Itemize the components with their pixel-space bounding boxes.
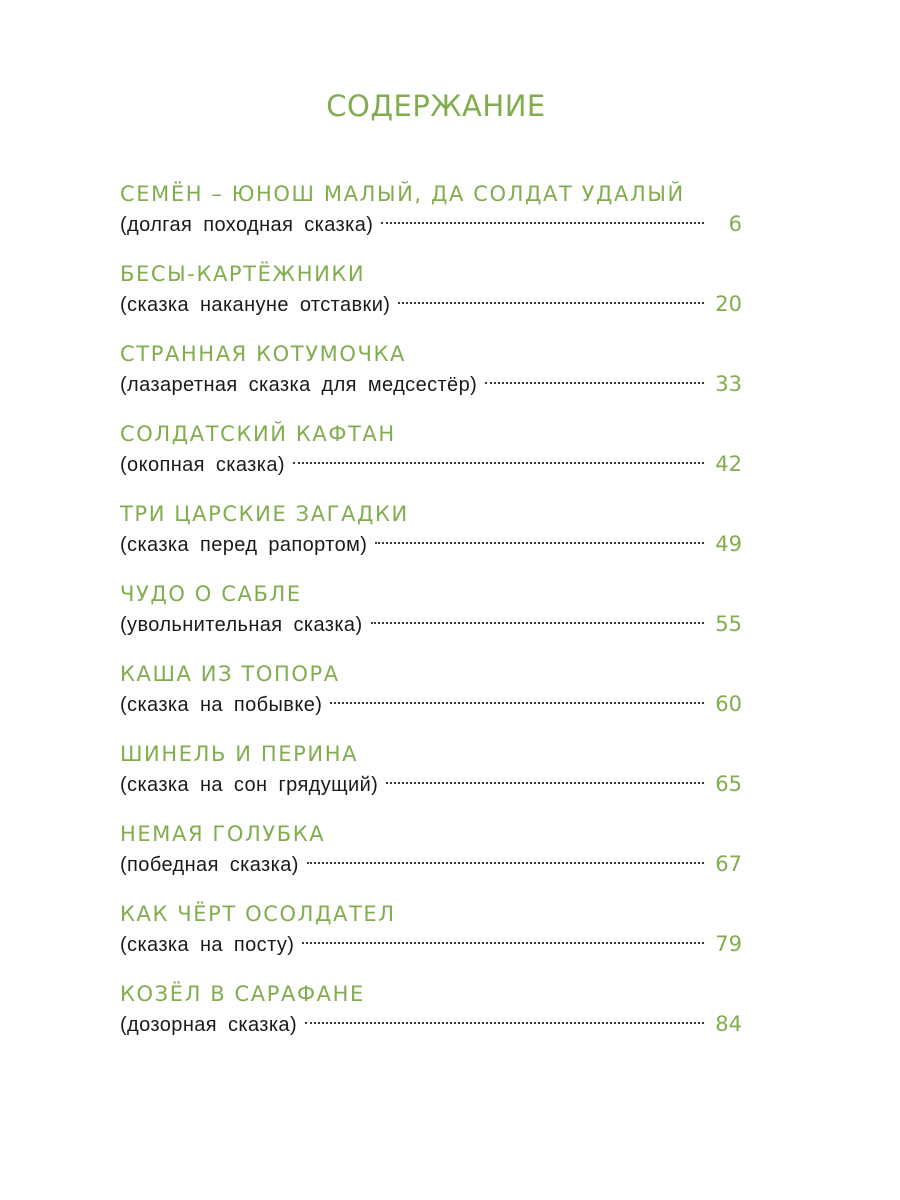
dot-leader (381, 222, 704, 224)
toc-entry-line (120, 688, 742, 720)
toc-entry[interactable] (120, 816, 742, 896)
toc-page-number[interactable]: 55 (715, 612, 742, 636)
dot-leader (485, 382, 704, 384)
dot-leader (302, 942, 704, 944)
dot-leader (293, 462, 704, 464)
toc-entry[interactable] (120, 336, 742, 416)
toc-entry-line (120, 928, 742, 960)
toc-page-number[interactable]: 60 (715, 692, 742, 716)
toc-entry-title[interactable]: БЕСЫ-КАРТЁЖНИКИ (120, 262, 366, 286)
toc-entry-subtitle: (окопная сказка) (120, 454, 285, 476)
toc-page-number[interactable]: 6 (728, 212, 742, 236)
dot-leader (330, 702, 704, 704)
toc-entry-title[interactable]: ШИНЕЛЬ И ПЕРИНА (120, 742, 359, 766)
toc-entry-title[interactable]: КОЗЁЛ В САРАФАНЕ (120, 982, 365, 1006)
toc-entry-line (120, 448, 742, 480)
table-of-contents (120, 176, 742, 1056)
toc-entry-line (120, 608, 742, 640)
dot-leader (371, 622, 704, 624)
toc-entry-line (120, 288, 742, 320)
page-title: СОДЕРЖАНИЕ (326, 89, 546, 123)
toc-entry-line (120, 368, 742, 400)
dot-leader (398, 302, 704, 304)
toc-page-number[interactable]: 65 (715, 772, 742, 796)
toc-entry-line (120, 1008, 742, 1040)
dot-leader (386, 782, 704, 784)
toc-entry-subtitle: (сказка на посту) (120, 934, 295, 956)
toc-entry[interactable] (120, 496, 742, 576)
toc-entry-line (120, 208, 742, 240)
toc-entry[interactable] (120, 576, 742, 656)
toc-entry[interactable] (120, 976, 742, 1056)
toc-page-number[interactable]: 33 (715, 372, 742, 396)
toc-entry-subtitle: (сказка накануне отставки) (120, 294, 391, 316)
toc-entry-title[interactable]: СОЛДАТСКИЙ КАФТАН (120, 422, 396, 446)
toc-page-number[interactable]: 79 (715, 932, 742, 956)
toc-entry-subtitle: (сказка на сон грядущий) (120, 774, 379, 796)
toc-entry-subtitle: (сказка перед рапортом) (120, 534, 368, 556)
toc-entry[interactable] (120, 176, 742, 256)
toc-page-number[interactable]: 42 (715, 452, 742, 476)
toc-entry-title[interactable]: КАК ЧЁРТ ОСОЛДАТЕЛ (120, 902, 396, 926)
toc-entry[interactable] (120, 736, 742, 816)
dot-leader (375, 542, 704, 544)
toc-entry-line (120, 848, 742, 880)
toc-entry-line (120, 528, 742, 560)
toc-entry-title[interactable]: ТРИ ЦАРСКИЕ ЗАГАДКИ (120, 502, 409, 526)
dot-leader (305, 1022, 704, 1024)
toc-entry-subtitle: (увольнительная сказка) (120, 614, 363, 636)
toc-entry-subtitle: (долгая походная сказка) (120, 214, 374, 236)
dot-leader (307, 862, 704, 864)
toc-page-number[interactable]: 67 (715, 852, 742, 876)
toc-entry-subtitle: (дозорная сказка) (120, 1014, 298, 1036)
toc-entry-title[interactable]: КАША ИЗ ТОПОРА (120, 662, 340, 686)
toc-entry-title[interactable]: СЕМЁН – ЮНОШ МАЛЫЙ, ДА СОЛДАТ УДАЛЫЙ (120, 182, 685, 206)
toc-page-number[interactable]: 84 (715, 1012, 742, 1036)
toc-entry-title[interactable]: СТРАННАЯ КОТУМОЧКА (120, 342, 406, 366)
toc-entry-subtitle: (победная сказка) (120, 854, 299, 876)
toc-entry[interactable] (120, 896, 742, 976)
toc-page-number[interactable]: 49 (715, 532, 742, 556)
toc-entry[interactable] (120, 416, 742, 496)
toc-entry-title[interactable]: ЧУДО О САБЛЕ (120, 582, 302, 606)
toc-entry-title[interactable]: НЕМАЯ ГОЛУБКА (120, 822, 326, 846)
toc-entry[interactable] (120, 256, 742, 336)
toc-page-number[interactable]: 20 (715, 292, 742, 316)
toc-entry-subtitle: (сказка на побывке) (120, 694, 323, 716)
toc-entry[interactable] (120, 656, 742, 736)
toc-entry-line (120, 768, 742, 800)
toc-entry-subtitle: (лазаретная сказка для медсестёр) (120, 374, 478, 396)
